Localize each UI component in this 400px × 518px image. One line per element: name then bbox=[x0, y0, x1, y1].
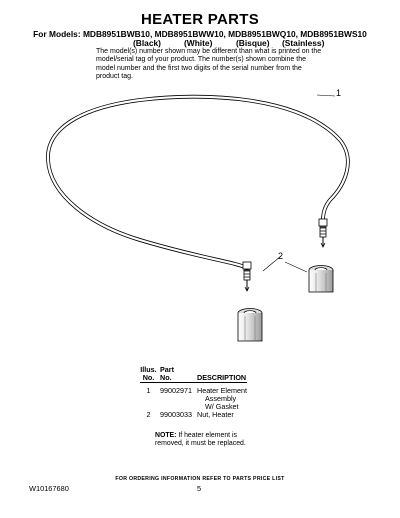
callout-2: 2 bbox=[278, 251, 284, 261]
callout-1: 1 bbox=[336, 88, 342, 98]
header-illus-top: Illus. bbox=[140, 365, 157, 374]
header-illus-bottom: No. bbox=[140, 374, 157, 383]
page-number: 5 bbox=[197, 484, 202, 493]
heater-element-drawing bbox=[48, 97, 348, 291]
row-2-part-no: 99003033 bbox=[160, 410, 192, 419]
page-title: HEATER PARTS bbox=[140, 11, 260, 28]
row-1-part-no: 99002971 bbox=[160, 386, 192, 395]
parts-table bbox=[140, 366, 247, 419]
color-black-label: (Black) bbox=[133, 38, 161, 48]
header-part-bottom: No. bbox=[157, 374, 194, 383]
ordering-info: FOR ORDERING INFORMATION REFER TO PARTS PRICE LIST bbox=[115, 476, 285, 482]
color-stainless-label: (Stainless) bbox=[282, 38, 325, 48]
callout-2-leader-right bbox=[285, 262, 307, 272]
heater-nut-left bbox=[238, 309, 262, 342]
models-line: For Models: MDB8951BWB10, MDB8951BWW10, MDB8951BWQ10, MDB8951BWS10 bbox=[33, 29, 367, 39]
table-row bbox=[140, 387, 247, 411]
replacement-note: NOTE: If heater element is removed, it must be replaced. bbox=[155, 432, 246, 447]
callout-1-leader bbox=[317, 95, 335, 96]
row-1-illus-no: 1 bbox=[146, 386, 151, 395]
row-2-illus-no: 2 bbox=[146, 410, 151, 419]
heater-nut-right bbox=[309, 266, 333, 293]
model-number-note: The model(s) number shown may be different than what is printed on the model/serial tag of your product. The number(s) shown combine the model number and the first two digits of the serial number from the product tag. bbox=[96, 48, 322, 80]
table-row bbox=[140, 411, 247, 419]
color-white-label: (White) bbox=[184, 38, 213, 48]
header-part-top: Part bbox=[160, 365, 174, 374]
document-number: W10167680 bbox=[29, 484, 69, 493]
heater-left-terminal bbox=[243, 262, 251, 291]
header-description: DESCRIPTION bbox=[194, 374, 247, 383]
heater-right-terminal bbox=[319, 219, 327, 247]
row-2-description: Nut, Heater bbox=[197, 410, 234, 419]
row-1-description: Heater Element Assembly W/ Gasket bbox=[197, 386, 247, 411]
color-bisque-label: (Bisque) bbox=[236, 38, 270, 48]
